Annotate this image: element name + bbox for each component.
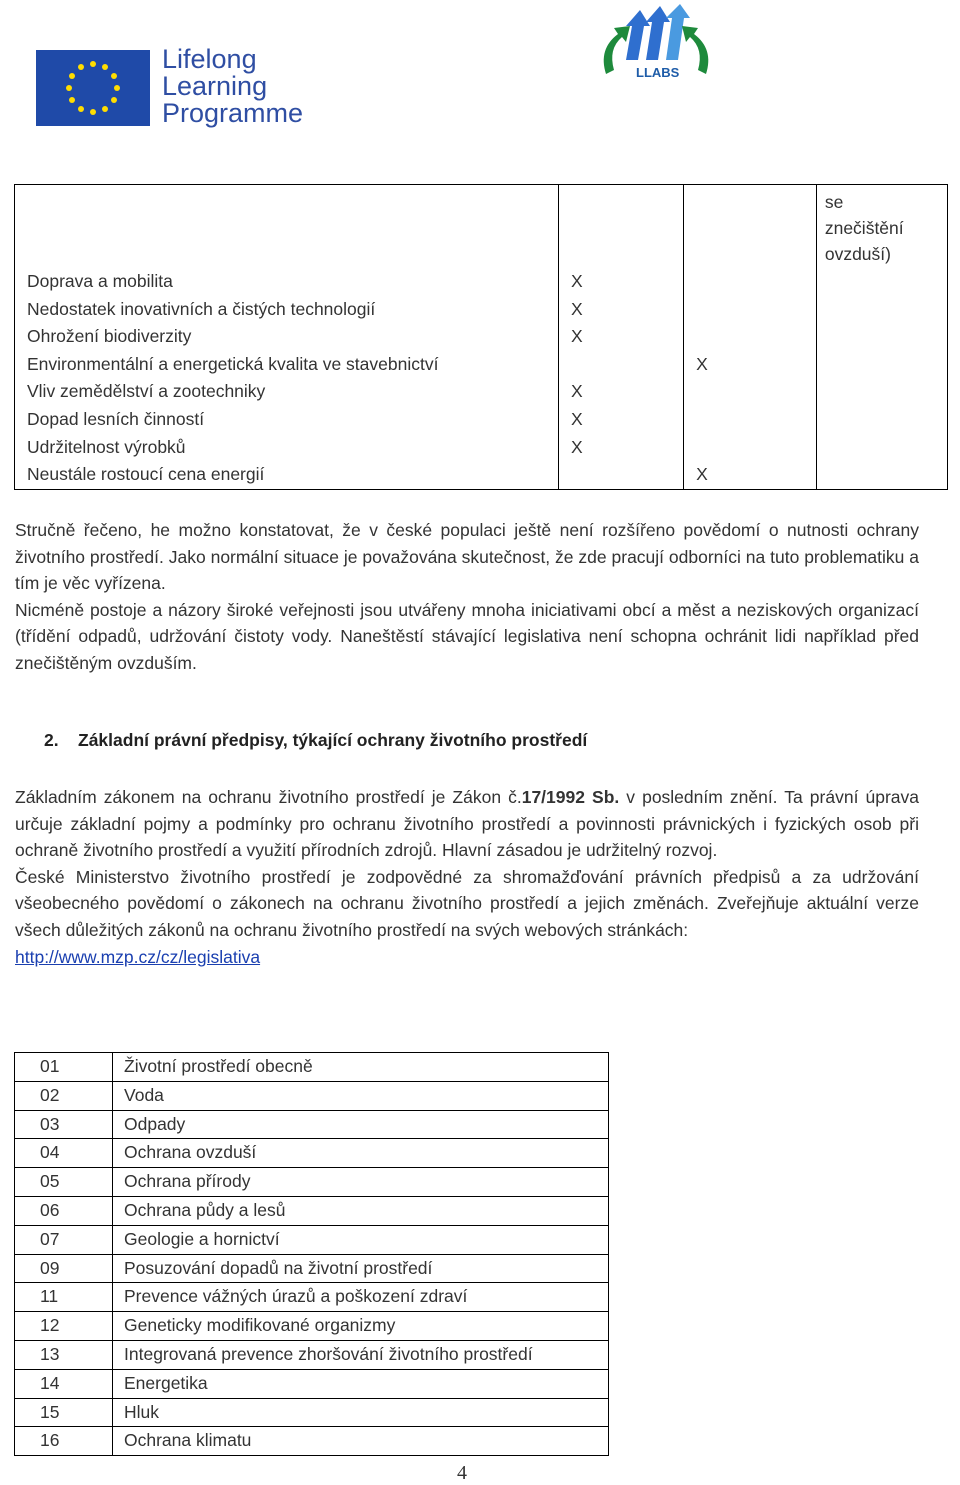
issue-label: Vliv zemědělství a zootechniky [27, 381, 266, 402]
table-row [15, 1081, 609, 1110]
table-row [15, 1312, 609, 1341]
x-mark: X [696, 353, 708, 374]
category-code: 04 [15, 1139, 113, 1168]
text-sentence: Stručně řečeno, he možno konstatovat, že v české populaci ještě není rozšířeno povědomí o nutnosti ochrany životního prostředí. [15, 520, 919, 567]
x-mark [696, 434, 816, 462]
legislation-categories-table [14, 1052, 609, 1456]
environmental-issues-table [14, 184, 948, 490]
category-name: Posuzování dopadů na životní prostředí [113, 1254, 609, 1283]
table-row [15, 1225, 609, 1254]
x-mark [571, 351, 683, 379]
x-mark: X [571, 436, 583, 457]
section-number: 2. [44, 730, 59, 750]
issue-label: Doprava a mobilita [27, 271, 173, 291]
category-name: Ochrana klimatu [113, 1427, 609, 1456]
text-sentence: České Ministerstvo životního prostředí je zodpovědné za shromažďování právních předpisů a za udržování všeobecného povědomí o zákonech na ochranu životního prostředí a jejich změnách. [15, 866, 919, 914]
issue-label: Environmentální a energetická kvalita ve stavebnictví [27, 353, 439, 374]
lifelong-learning-programme-logo [36, 42, 326, 134]
category-code: 15 [15, 1398, 113, 1427]
section-heading [44, 730, 587, 751]
category-code: 11 [15, 1283, 113, 1312]
category-code: 06 [15, 1196, 113, 1225]
category-name: Prevence vážných úrazů a poškození zdraví [113, 1283, 609, 1312]
mark-column-b [684, 185, 817, 490]
category-code: 01 [15, 1053, 113, 1082]
page-number: 4 [457, 1462, 467, 1484]
x-mark: X [571, 271, 583, 291]
table-row [15, 1139, 609, 1168]
category-name: Voda [113, 1081, 609, 1110]
table-row [15, 1110, 609, 1139]
table-row [15, 1369, 609, 1398]
x-mark: X [696, 464, 708, 485]
category-name: Odpady [113, 1110, 609, 1139]
text-sentence: Zveřejňuje aktuální verze všech důležitých zákonů na ochranu životního prostředí na svých webových stránkách: [15, 893, 919, 940]
category-code: 12 [15, 1312, 113, 1341]
text-sentence: Naneštěstí stávající legislativa není schopna ochránit lidi například před znečištěným ovzduším. [15, 626, 919, 673]
x-mark [696, 378, 816, 406]
header-note-cell [816, 185, 947, 490]
category-code: 09 [15, 1254, 113, 1283]
category-code: 07 [15, 1225, 113, 1254]
issue-label: Ohrožení biodiverzity [27, 326, 192, 347]
category-name: Integrovaná prevence zhoršování životního prostředí [113, 1340, 609, 1369]
table-row [15, 1427, 609, 1456]
llabs-logo [596, 4, 716, 84]
category-code: 03 [15, 1110, 113, 1139]
x-mark: X [571, 408, 583, 429]
issue-label: Nedostatek inovativních a čistých technologií [27, 298, 376, 319]
svg-text:LLABS: LLABS [636, 65, 680, 80]
x-mark [696, 268, 816, 296]
table-row [15, 1053, 609, 1082]
issue-label: Neustále rostoucí cena energií [27, 464, 265, 485]
category-name: Ochrana půdy a lesů [113, 1196, 609, 1225]
legislation-paragraph [15, 784, 919, 970]
category-code: 13 [15, 1340, 113, 1369]
category-code: 16 [15, 1427, 113, 1456]
x-mark [696, 296, 816, 324]
text-sentence: Ta právní úprava určuje základní pojmy a podmínky pro ochranu životního prostředí a povinnosti právnických i fyzických osob při ochraně životního prostředí a využití přírodních zdrojů. [15, 787, 919, 861]
x-mark [571, 461, 683, 489]
issue-label: Udržitelnost výrobků [27, 436, 186, 457]
category-code: 14 [15, 1369, 113, 1398]
x-mark: X [571, 381, 583, 402]
text-sentence: Hlavní zásadou je udržitelný rozvoj. [437, 840, 718, 861]
issues-column [15, 185, 559, 490]
text-sentence: Nicméně postoje a názory široké veřejnosti jsou utvářeny mnoha iniciativami obcí a měst a neziskových organizací (třídění odpadů, udržování čistoty vody. [15, 599, 919, 647]
table-row [15, 1340, 609, 1369]
category-code: 05 [15, 1168, 113, 1197]
legislation-link[interactable]: http://www.mzp.cz/cz/legislativa [15, 946, 261, 967]
category-code: 02 [15, 1081, 113, 1110]
llabs-arrows-icon [596, 4, 716, 84]
law-reference: 17/1992 Sb. [521, 787, 620, 807]
header-note: se znečištění ovzduší) [824, 192, 904, 264]
x-mark: X [571, 298, 583, 319]
table-row [15, 1398, 609, 1427]
category-name: Geneticky modifikované organizmy [113, 1312, 609, 1341]
llp-logo-text: Lifelong Learning Programme [162, 44, 304, 128]
table-row [15, 1254, 609, 1283]
mark-column-a [559, 185, 684, 490]
category-name: Geologie a hornictví [113, 1225, 609, 1254]
x-mark [696, 323, 816, 351]
category-name: Ochrana přírody [113, 1168, 609, 1197]
table-row [15, 1196, 609, 1225]
section-title: Základní právní předpisy, týkající ochrany životního prostředí [78, 730, 588, 750]
category-name: Energetika [113, 1369, 609, 1398]
text-sentence: Jako normální situace je považována skutečnost, že zde pracují odborníci na tuto problematiku a tím je věc vyřízena. [15, 546, 920, 594]
table-row [15, 1168, 609, 1197]
category-name: Hluk [113, 1398, 609, 1427]
table-row [15, 1283, 609, 1312]
eu-flag-icon [36, 50, 150, 126]
text-sentence: v posledním znění. [619, 787, 778, 807]
issue-label: Dopad lesních činností [27, 408, 205, 429]
summary-paragraph [15, 517, 919, 677]
category-name: Životní prostředí obecně [113, 1053, 609, 1082]
text-sentence: Základním zákonem na ochranu životního prostředí je Zákon č. [15, 787, 522, 807]
x-mark [696, 406, 816, 434]
category-name: Ochrana ovzduší [113, 1139, 609, 1168]
x-mark: X [571, 326, 583, 347]
